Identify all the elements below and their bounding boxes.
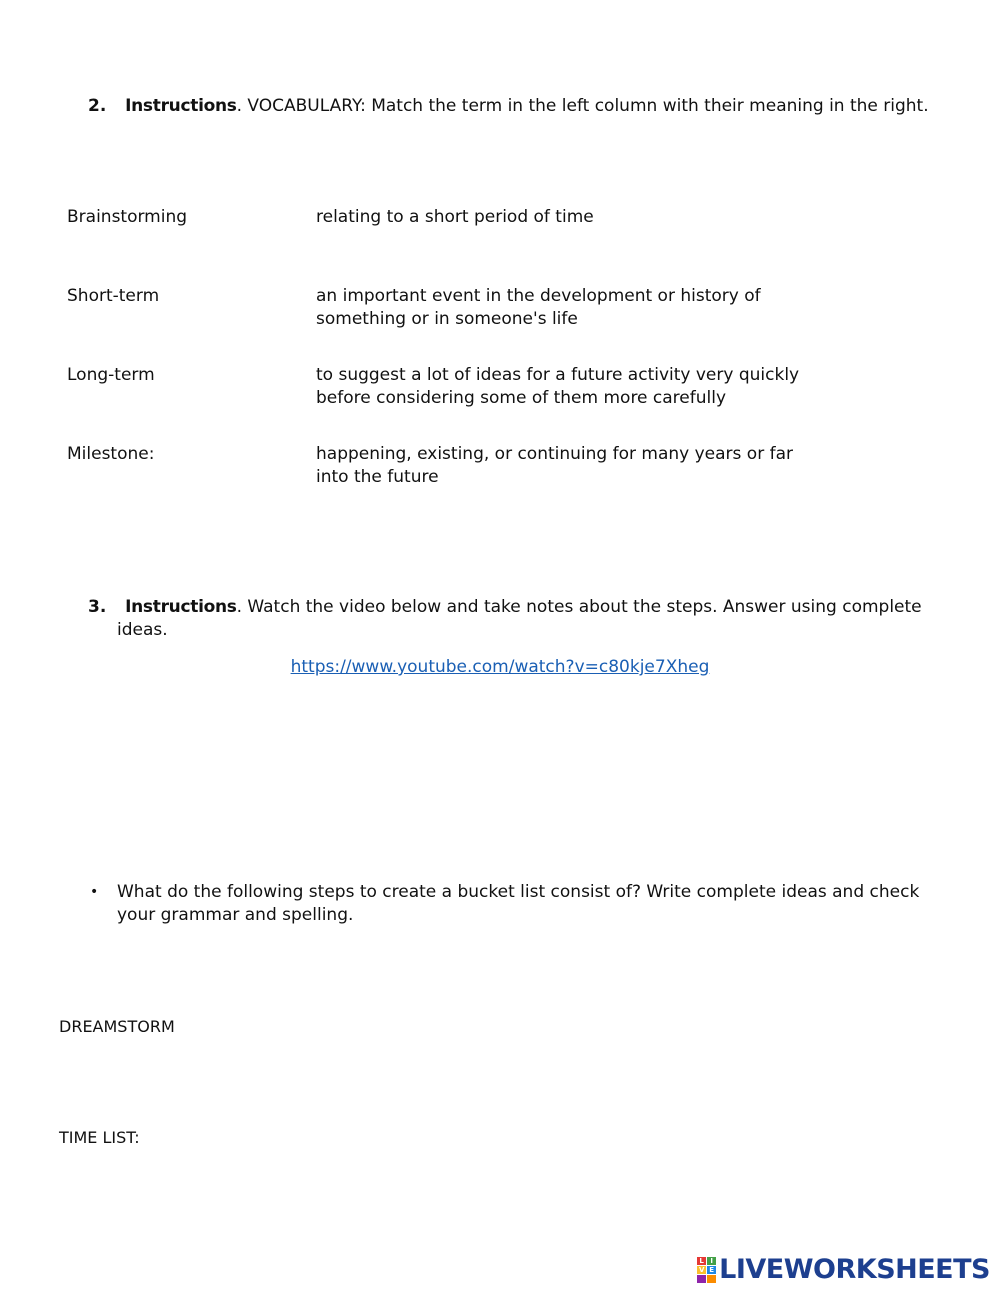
logo-text: LIVEWORKSHEETS	[719, 1254, 990, 1285]
section-2-number: 2.	[88, 96, 107, 116]
section-2-heading	[88, 95, 929, 118]
step-dreamstorm: DREAMSTORM	[59, 1017, 175, 1036]
definition-line: something or in someone's life	[316, 309, 578, 329]
section-3-text: . Watch the video below and take notes about the steps. Answer using complete	[236, 597, 922, 617]
vocab-term: Short-term	[67, 286, 160, 306]
logo-letter: E	[707, 1266, 716, 1274]
vocab-definition	[316, 364, 799, 410]
question-line: What do the following steps to create a bucket list consist of? Write complete ideas and check	[117, 882, 920, 902]
logo-letter	[707, 1275, 716, 1283]
definition-line: relating to a short period of time	[316, 207, 594, 227]
logo-letter	[697, 1275, 706, 1283]
section-3-heading	[88, 596, 922, 619]
vocab-definition	[316, 443, 793, 489]
logo-letter: V	[698, 1265, 705, 1274]
video-link[interactable]: https://www.youtube.com/watch?v=c80kje7Xheg	[290, 657, 710, 677]
section-3-number: 3.	[88, 597, 107, 617]
definition-line: happening, existing, or continuing for many years or far	[316, 444, 793, 464]
vocab-definition	[316, 206, 594, 229]
section-2-title: Instructions	[125, 96, 237, 116]
bullet-icon: •	[90, 884, 99, 900]
definition-line: to suggest a lot of ideas for a future activity very quickly	[316, 365, 800, 385]
liveworksheets-logo	[697, 1254, 990, 1285]
vocab-term: Milestone:	[67, 444, 155, 464]
definition-line: into the future	[316, 467, 439, 487]
vocab-definition	[316, 285, 761, 331]
section-3-title: Instructions	[125, 597, 237, 617]
step-time-list: TIME LIST:	[59, 1128, 140, 1147]
section-3-text-continued: ideas.	[117, 620, 168, 640]
bullet-question	[117, 881, 919, 927]
vocab-term: Long-term	[67, 365, 155, 385]
video-link-row	[0, 656, 1000, 679]
logo-letter: I	[707, 1257, 716, 1265]
logo-icon	[697, 1257, 716, 1283]
definition-line: an important event in the development or history of	[316, 286, 761, 306]
definition-line: before considering some of them more carefully	[316, 388, 727, 408]
logo-letter: L	[697, 1257, 706, 1265]
question-line: your grammar and spelling.	[117, 905, 354, 925]
vocab-term: Brainstorming	[67, 207, 188, 227]
section-2-text: . VOCABULARY: Match the term in the left column with their meaning in the right.	[236, 96, 929, 116]
